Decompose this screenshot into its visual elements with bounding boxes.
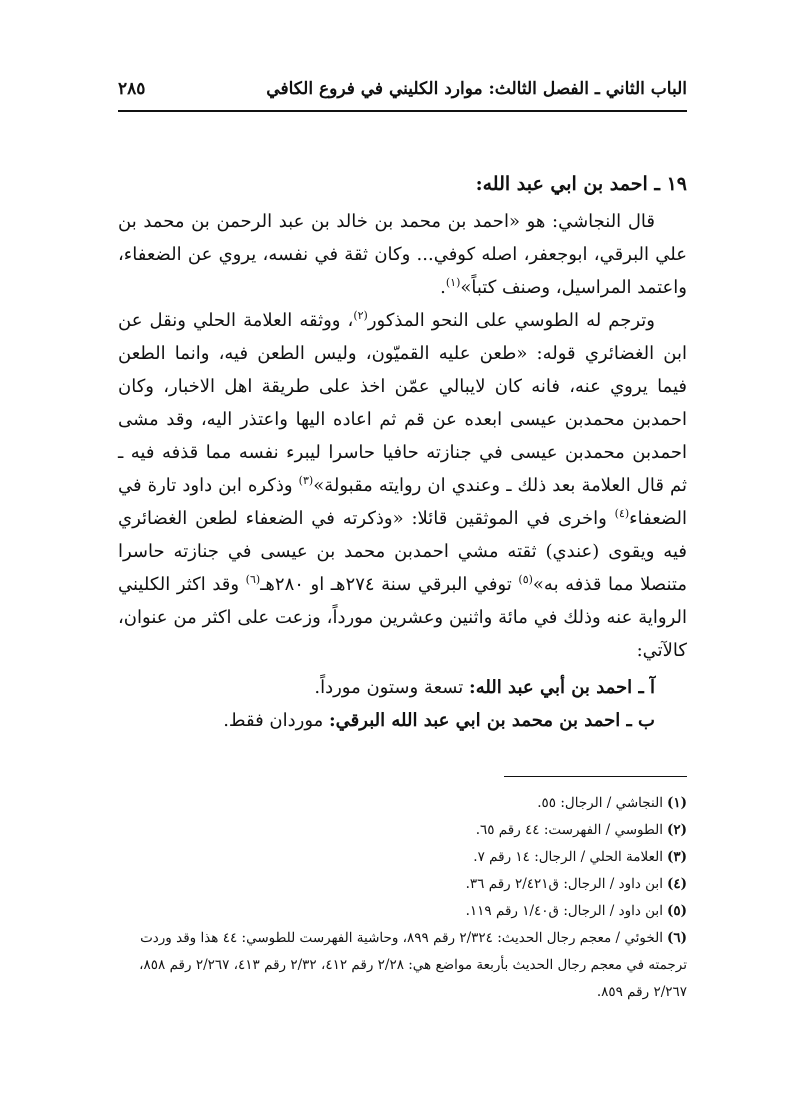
footnote-text: ابن داود / الرجال: ق٢/٤٢١ رقم ٣٦.	[465, 876, 663, 892]
paragraph-text: وذكره ابن داود تارة في الضعفاء	[118, 475, 687, 529]
footnote-ref-5[interactable]: (٥)	[518, 573, 533, 586]
footnote-item	[118, 844, 687, 871]
footnote-number: (٣)	[666, 849, 687, 865]
paragraph-text: وقد اكثر الكليني الرواية عنه وذلك في مائة واثنين وعشرين مورداً، وزعت على اكثر من عنوان، كالآتي:	[118, 574, 687, 661]
footnote-item	[118, 871, 687, 898]
footnote-number: (٤)	[666, 876, 687, 892]
footnote-number: (١)	[666, 795, 687, 811]
footnote-number: (٦)	[666, 930, 687, 946]
footnote-ref-1[interactable]: (١)	[445, 276, 461, 289]
paragraph-2	[118, 304, 687, 667]
sources-list	[118, 671, 687, 737]
paragraph-text: ، ووثقه العلامة الحلي ونقل عن ابن الغضائري قوله: «طعن عليه القميّون، وليس الطعن فيه، وانما الطعن فيما يروي عنه، فانه كان لايبالي عمّن اخذ على طريقة اهل الاخبار، وكان احمدبن محمدبن عيسى ابعده عن قم ثم اعاده اليها واعتذر اليه، وقد مشى احمدبن محمدبن عيسى في جنازته حافيا حاسرا ليبرء نفسه مما قذفه فيه ـ ثم قال العلامة بعد ذلك ـ وعندي ان روايته مقبولة»	[118, 310, 687, 496]
footnote-ref-4[interactable]: (٤)	[614, 507, 630, 520]
header-divider	[118, 110, 687, 112]
list-item-lead: آ ـ احمد بن أبي عبد الله:	[469, 677, 655, 698]
footnote-text: العلامة الحلي / الرجال: ١٤ رقم ٧.	[473, 849, 663, 865]
footnote-ref-3[interactable]: (٣)	[298, 474, 314, 487]
footnote-item	[118, 898, 687, 925]
footnote-ref-6[interactable]: (٦)	[245, 573, 261, 586]
paragraph-text: توفي البرقي سنة ٢٧٤هـ او ٢٨٠هـ	[260, 574, 519, 595]
footnotes	[118, 790, 687, 1006]
list-item	[118, 704, 655, 737]
footnote-item	[118, 817, 687, 844]
footnote-text: الخوئي / معجم رجال الحديث: ٢/٣٢٤ رقم ٨٩٩، وحاشية الفهرست للطوسي: ٤٤ هذا وقد وردت ترجمته في معجم رجال الحديث بأربعة مواضع هي: ٢/٢٨ رقم ٤١٢، ٢/٣٢ رقم ٤١٣، ٢/٢٦٧ رقم ٨٥٨، ٢/٢٦٧ رقم ٨٥٩.	[139, 930, 687, 1000]
list-item-rest: موردان فقط.	[223, 710, 330, 731]
paragraph-1	[118, 205, 687, 304]
footnote-text: الطوسي / الفهرست: ٤٤ رقم ٦٥.	[475, 822, 663, 838]
running-title: الباب الثاني ـ الفصل الثالث: موارد الكليني في فروع الكافي	[266, 79, 687, 99]
page-header	[118, 72, 687, 106]
page-number: ٢٨٥	[118, 79, 146, 99]
paragraph-text: .	[440, 277, 446, 298]
paragraph-text: واخرى في الموثقين قائلا: «وذكرته في الضعفاء لطعن الغضائري فيه ويقوى (عندي) ثقته مشي احمدبن محمد بن عيسى في جنازته حاسرا متنصلا مما قذفه به»	[118, 508, 687, 595]
footnote-text: النجاشي / الرجال: ٥٥.	[537, 795, 663, 811]
footnote-ref-2[interactable]: (٢)	[353, 309, 368, 322]
list-item	[118, 671, 655, 704]
list-item-rest: تسعة وستون مورداً.	[314, 677, 470, 698]
footnote-text: ابن داود / الرجال: ق١/٤٠ رقم ١١٩.	[465, 903, 663, 919]
footnote-item	[118, 925, 687, 1006]
paragraph-text: قال النجاشي: هو «احمد بن محمد بن خالد بن عبد الرحمن بن محمد بن علي البرقي، ابوجعفر، اصله كوفي... وكان ثقة في نفسه، يروي عن الضعفاء، واعتمد المراسيل، وصنف كتباً»	[118, 211, 687, 298]
list-item-lead: ب ـ احمد بن محمد بن ابي عبد الله البرقي:	[329, 710, 655, 731]
footnote-number: (٥)	[666, 903, 687, 919]
footnote-item	[118, 790, 687, 817]
footnote-divider	[504, 776, 687, 777]
main-text	[118, 168, 687, 737]
footnote-number: (٢)	[666, 822, 687, 838]
paragraph-text: وترجم له الطوسي على النحو المذكور	[367, 310, 656, 331]
section-title: ١٩ ـ احمد بن ابي عبد الله:	[475, 173, 687, 195]
